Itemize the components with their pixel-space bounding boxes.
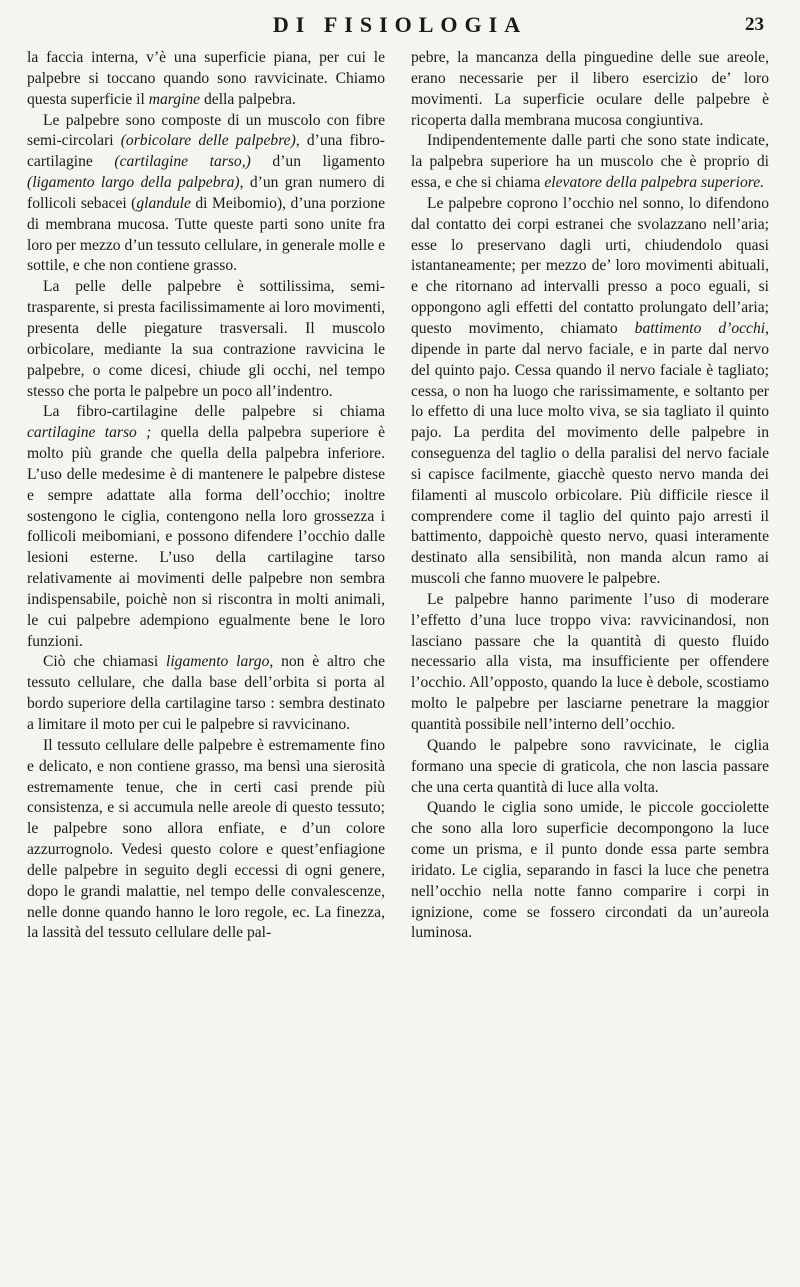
paragraph: Il tessuto cellulare delle palpebre è estremamente fino e delicato, e non contiene grasso, ma bensì una sierosità estremamente tenue, che in certi casi prende più consistenza, e si accumula nelle areole di questo tessuto; le palpebre sono allora enfiate, e d’un colore azzurrognolo. Vedesi questo colore e quest’enfiagione delle palpebre in seguito degli eccessi di ogni genere, dopo le grandi malattie, nel tempo delle convalescenze, nelle donne quando hanno le loro regole, ec. La finezza, la lassità del tessuto cellulare delle pal- (27, 736, 385, 942)
running-title: DI FISIOLOGIA (272, 12, 528, 37)
paragraph: la faccia interna, v’è una superficie piana, per cui le palpebre si toccano quando sono ravvicinate. Chiamo questa superficie il margine della palpebra. (27, 49, 385, 108)
running-head (0, 12, 800, 42)
right-column (411, 48, 769, 944)
paragraph: Le palpebre hanno parimente l’uso di moderare l’effetto d’una luce troppo viva: ravvicinandosi, non lasciano passare che la quantità di questo fluido necessario alla vista, ma insufficiente per offendere l’occhio. All’opposto, quando la luce è debole, scostiamo molto le palpebre per lasciarne penetrare la maggior quantità possibile nell’interno dell’occhio. (411, 590, 769, 733)
page-number: 23 (745, 14, 764, 35)
paragraph: Le palpebre coprono l’occhio nel sonno, lo difendono dal contatto dei corpi estranei che svolazzano nell’aria; esse lo preservano dagli urti, chiudendolo quasi istantaneamente; per mezzo de’ loro movimenti abituali, e che ritornano ad intervalli presso a poco eguali, si oppongono agli effetti del contatto prolungato dell’aria; questo movimento, chiamato battimento d’occhi, dipende in parte dal nervo faciale, e in parte dal nervo del quinto pajo. Cessa quando il nervo faciale è tagliato; cessa, o non ha luogo che rarissimamente, e soltanto per lo effetto di una luce molto viva, se sia tagliato il quinto pajo. La perdita del movimento delle palpebre in conseguenza del taglio o della paralisi del nervo faciale si capisce facilmente, giacchè questo nervo manda dei filamenti al muscolo orbicolare. Più difficile riesce il comprendere come il taglio del quinto pajo arresti il battimento, dappoichè questo nervo, quasi interamente destinato alla sensibilità, non manda alcun ramo ai muscoli che fanno muovere le palpebre. (411, 194, 769, 588)
paragraph: Quando le palpebre sono ravvicinate, le ciglia formano una specie di graticola, che non lascia passare che una certa quantità di luce alla volta. (411, 736, 769, 796)
paragraph: La pelle delle palpebre è sottilissima, semi-trasparente, si presta facilissimamente ai loro movimenti, presenta delle piegature trasversali. Il muscolo orbicolare, mediante la sua contrazione ravvicina le palpebre, o come dicesi, chiude gli occhi, nel tempo stesso che porta le palpebre un poco all’indentro. (27, 278, 385, 400)
paragraph: Indipendentemente dalle parti che sono state indicate, la palpebra superiore ha un muscolo che è proprio di essa, e che si chiama elevatore della palpebra superiore. (411, 132, 769, 192)
paragraph: Quando le ciglia sono umide, le piccole gocciolette che sono alla loro superficie decompongono la luce come un prisma, e il punto donde essa parte sembra iridato. Le ciglia, separando in fasci la luce che penetra nell’occhio nella notte fanno comparire i corpi in ignizione, come se fossero circondati da un’aureola luminosa. (411, 799, 769, 942)
paragraph: pebre, la mancanza della pinguedine delle sue areole, erano necessarie per il libero esercizio de’ loro movimenti. La superficie oculare delle palpebre è ricoperta dalla membrana mucosa congiuntiva. (411, 49, 769, 129)
left-column (27, 48, 385, 944)
paragraph: La fibro-cartilagine delle palpebre si chiama cartilagine tarso ; quella della palpebra superiore è molto più grande che quella della palpebra inferiore. L’uso delle medesime è di mantenere le palpebre distese e sempre adattate alla forma dell’occhio; inoltre sostengono le ciglia, contengono nella loro grossezza i follicoli meibomiani, e possono difendere l’occhio dalle lesioni esterne. L’uso della cartilagine tarso relativamente ai movimenti delle palpebre non sembra indispensabile, poichè non si riscontra in molti animali, le cui palpebre adempiono egualmente bene le loro funzioni. (27, 403, 385, 650)
paragraph: Le palpebre sono composte di un muscolo con fibre semi-circolari (orbicolare delle palpebre), d’una fibro-cartilagine (cartilagine tarso,) d’un ligamento (ligamento largo della palpebra), d’un gran numero di follicoli sebacei (glandule di Meibomio), d’una porzione di membrana mucosa. Tutte queste parti sono unite fra loro per mezzo d’un tessuto cellulare, in generale molle e sottile, e che non contiene grasso. (27, 111, 385, 275)
paragraph: Ciò che chiamasi ligamento largo, non è altro che tessuto cellulare, che dalla base dell’orbita si porta al bordo superiore della cartilagine tarso : sembra destinato a limitare il moto per cui le palpebre si ravvicinano. (27, 653, 385, 733)
